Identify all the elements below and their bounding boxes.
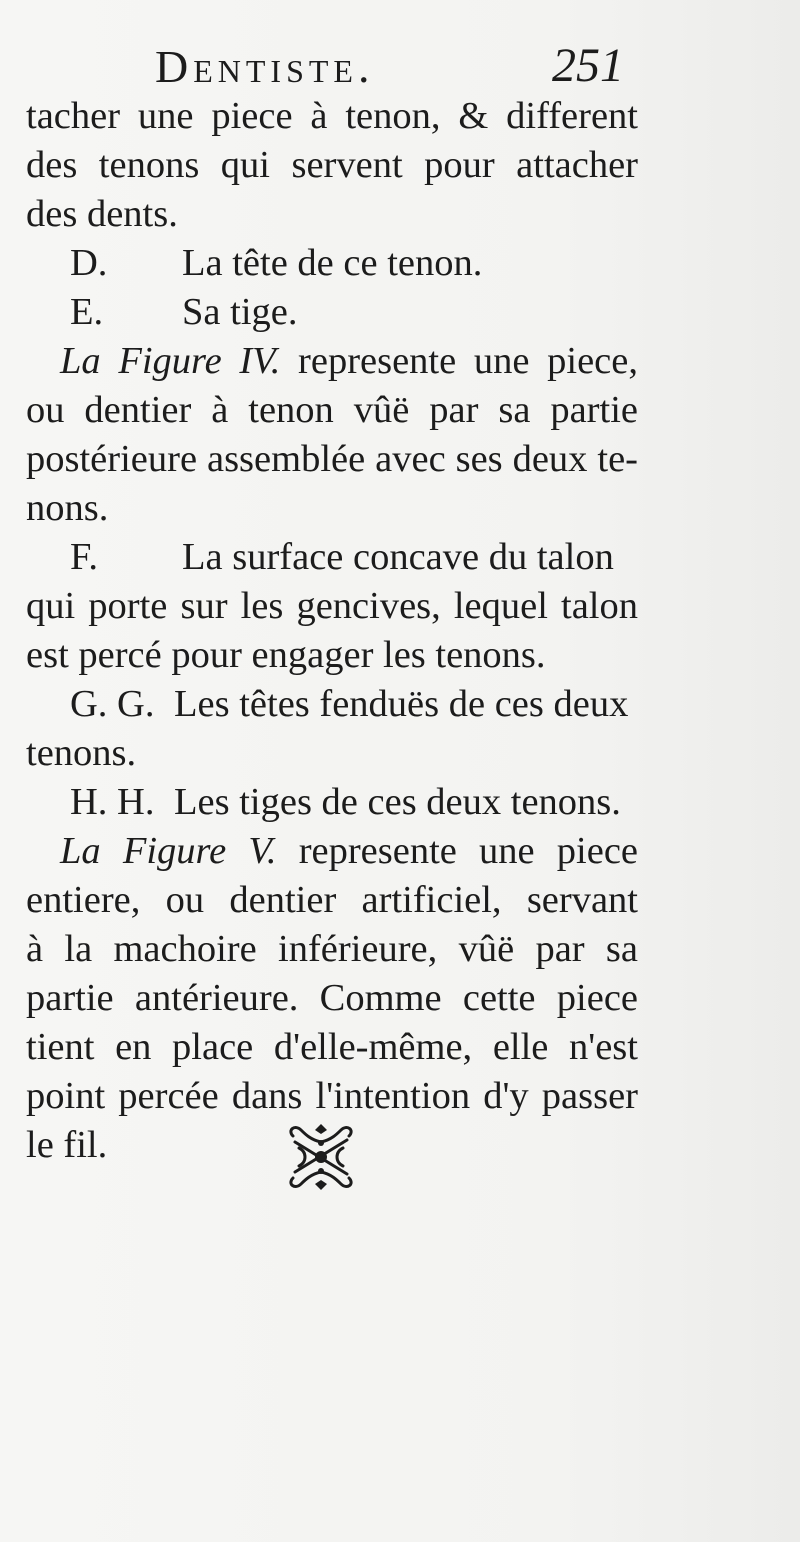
legend-text: Les têtes fenduës de ces deux [174,683,629,725]
figure-v-first-line [26,827,638,876]
legend-item-e [26,288,638,337]
text-line: tenons. [26,732,137,774]
fleuron-ornament-icon [285,1122,357,1192]
text-line: à la machoire inférieure, vûë par sa [26,928,638,970]
figure-label: La Figure V. [60,830,277,872]
legend-key: D. [70,242,108,284]
page-number: 251 [552,39,624,92]
legend-text: La tête de ce tenon. [182,242,483,284]
text-line: partie antérieure. Comme cette piece [26,977,638,1019]
legend-key: E. [70,291,104,333]
figure-iv-first-line [26,337,638,386]
legend-key: H. H. [70,781,155,823]
page-header [0,40,800,100]
legend-item-g [26,680,638,729]
text-line: nons. [26,487,109,529]
text-line: tacher une piece à tenon, & different [26,95,638,137]
text-line: entiere, ou dentier artificiel, servant [26,879,638,921]
legend-item-f [26,533,638,582]
legend-text: La surface concave du talon [182,536,614,578]
legend-item-d [26,239,638,288]
legend-key: F. [70,536,98,578]
text-line: tient en place d'elle-même, elle n'est [26,1026,638,1068]
running-title: Dentiste. [155,41,375,92]
legend-key: G. G. [70,683,155,725]
text-line: qui porte sur les gencives, lequel talon [26,585,638,627]
text-line: est percé pour engager les tenons. [26,634,546,676]
text-line: point percée dans l'intention d'y passer [26,1075,638,1117]
legend-text: Les tiges de ces deux tenons. [174,781,621,823]
text-run: represente une piece, [298,340,638,382]
body-text [26,92,638,1170]
text-line: postérieure assemblée avec ses deux te- [26,438,638,480]
text-line: ou dentier à tenon vûë par sa partie [26,389,638,431]
text-line: le fil. [26,1124,108,1166]
legend-item-h [26,778,638,827]
text-line: des dents. [26,193,178,235]
text-line: des tenons qui servent pour attacher [26,144,638,186]
text-run: represente une piece [298,830,639,872]
legend-text: Sa tige. [182,291,298,333]
figure-label: La Figure IV. [60,340,281,382]
